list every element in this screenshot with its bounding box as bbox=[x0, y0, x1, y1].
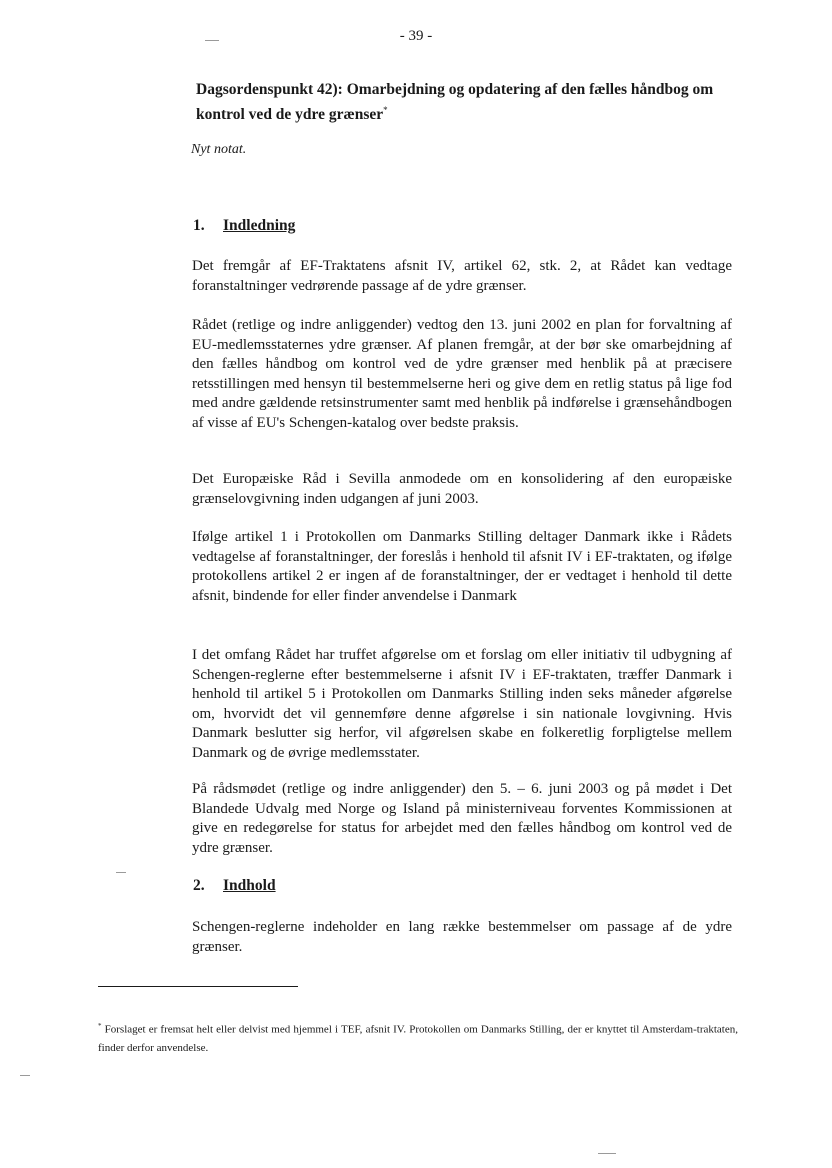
footnote bbox=[98, 1017, 738, 1057]
paragraph: Ifølge artikel 1 i Protokollen om Danmarks Stilling deltager Danmark ikke i Rådets vedtagelse af foranstaltninger, der foreslås i henhold til afsnit IV i EF-traktaten, og ifølge protokollens artikel 2 er ingen af de foranstaltninger, der er vedtaget i henhold til dette afsnit, bindende for eller finder anvendelse i Danmark bbox=[192, 529, 732, 604]
paragraph: På rådsmødet (retlige og indre anliggender) den 5. – 6. juni 2003 og på mødet i Det Blandede Udvalg med Norge og Island på ministerniveau forventes Kommissionen at give en redegørelse for status for arbejdet med den fælles håndbog om kontrol ved de ydre grænser. bbox=[192, 781, 732, 856]
scan-speck bbox=[20, 1075, 30, 1076]
section-number: 2. bbox=[193, 877, 205, 894]
scan-speck bbox=[116, 872, 126, 873]
footnote-text: Forslaget er fremsat helt eller delvist med hjemmel i TEF, afsnit IV. Protokollen om Danmarks Stilling, der er knyttet til Amsterdam-traktaten, finder derfor anvendelse. bbox=[98, 1023, 738, 1054]
paragraph: I det omfang Rådet har truffet afgørelse om et forslag om eller initiativ til udbygning af Schengen-reglerne efter bestemmelserne i afsnit IV i EF-traktaten, træffer Danmark i henhold til artikel 5 i Protokollen om Danmarks Stilling inden seks måneder afgørelse om, hvorvidt det vil gennemføre denne afgørelse i sin nationale lovgivning. Hvis Danmark beslutter sig herfor, vil afgørelsen skabe en folkeretlig forpligtelse mellem Danmark og de øvrige medlemsstater. bbox=[192, 647, 732, 761]
footnote-marker: * bbox=[98, 1022, 102, 1030]
section-number: 1. bbox=[193, 217, 205, 234]
page-number: - 39 - bbox=[399, 28, 433, 44]
section-heading-label: Indhold bbox=[223, 877, 276, 894]
section-heading-indledning bbox=[193, 216, 295, 236]
paragraph: Schengen-reglerne indeholder en lang række bestemmelser om passage af de ydre grænser. bbox=[192, 919, 732, 955]
title-footnote-marker: * bbox=[383, 105, 388, 115]
scan-speck bbox=[598, 1153, 616, 1154]
section-heading-label: Indledning bbox=[223, 217, 296, 234]
paragraph: Rådet (retlige og indre anliggender) vedtog den 13. juni 2002 en plan for forvaltning af EU-medlemsstaternes ydre grænser. Af planen fremgår, at der bør ske omarbejdning af den fælles håndbog om kontrol ved de ydre grænser med henblik på at præcisere retsstillingen med hensyn til bestemmelserne heri og give dem en retlig status på lige fod med andre gældende retsinstrumenter samt med henblik på indførelse i grænsehåndbogen af visse af EU's Schengen-katalog over bedste praksis. bbox=[192, 317, 732, 431]
paragraph: Det fremgår af EF-Traktatens afsnit IV, artikel 62, stk. 2, at Rådet kan vedtage foranstaltninger vedrørende passage af de ydre grænser. bbox=[192, 258, 732, 294]
footnote-divider bbox=[98, 986, 298, 987]
agenda-item-title bbox=[196, 80, 746, 125]
note-label: Nyt notat. bbox=[191, 142, 247, 157]
paragraph: Det Europæiske Råd i Sevilla anmodede om en konsolidering af den europæiske grænselovgivning inden udgangen af juni 2003. bbox=[192, 471, 732, 507]
agenda-item-title-text: Dagsordenspunkt 42): Omarbejdning og opdatering af den fælles håndbog om kontrol ved de ydre grænser bbox=[196, 81, 714, 124]
scan-speck bbox=[205, 40, 219, 41]
section-heading-indhold bbox=[193, 876, 276, 896]
